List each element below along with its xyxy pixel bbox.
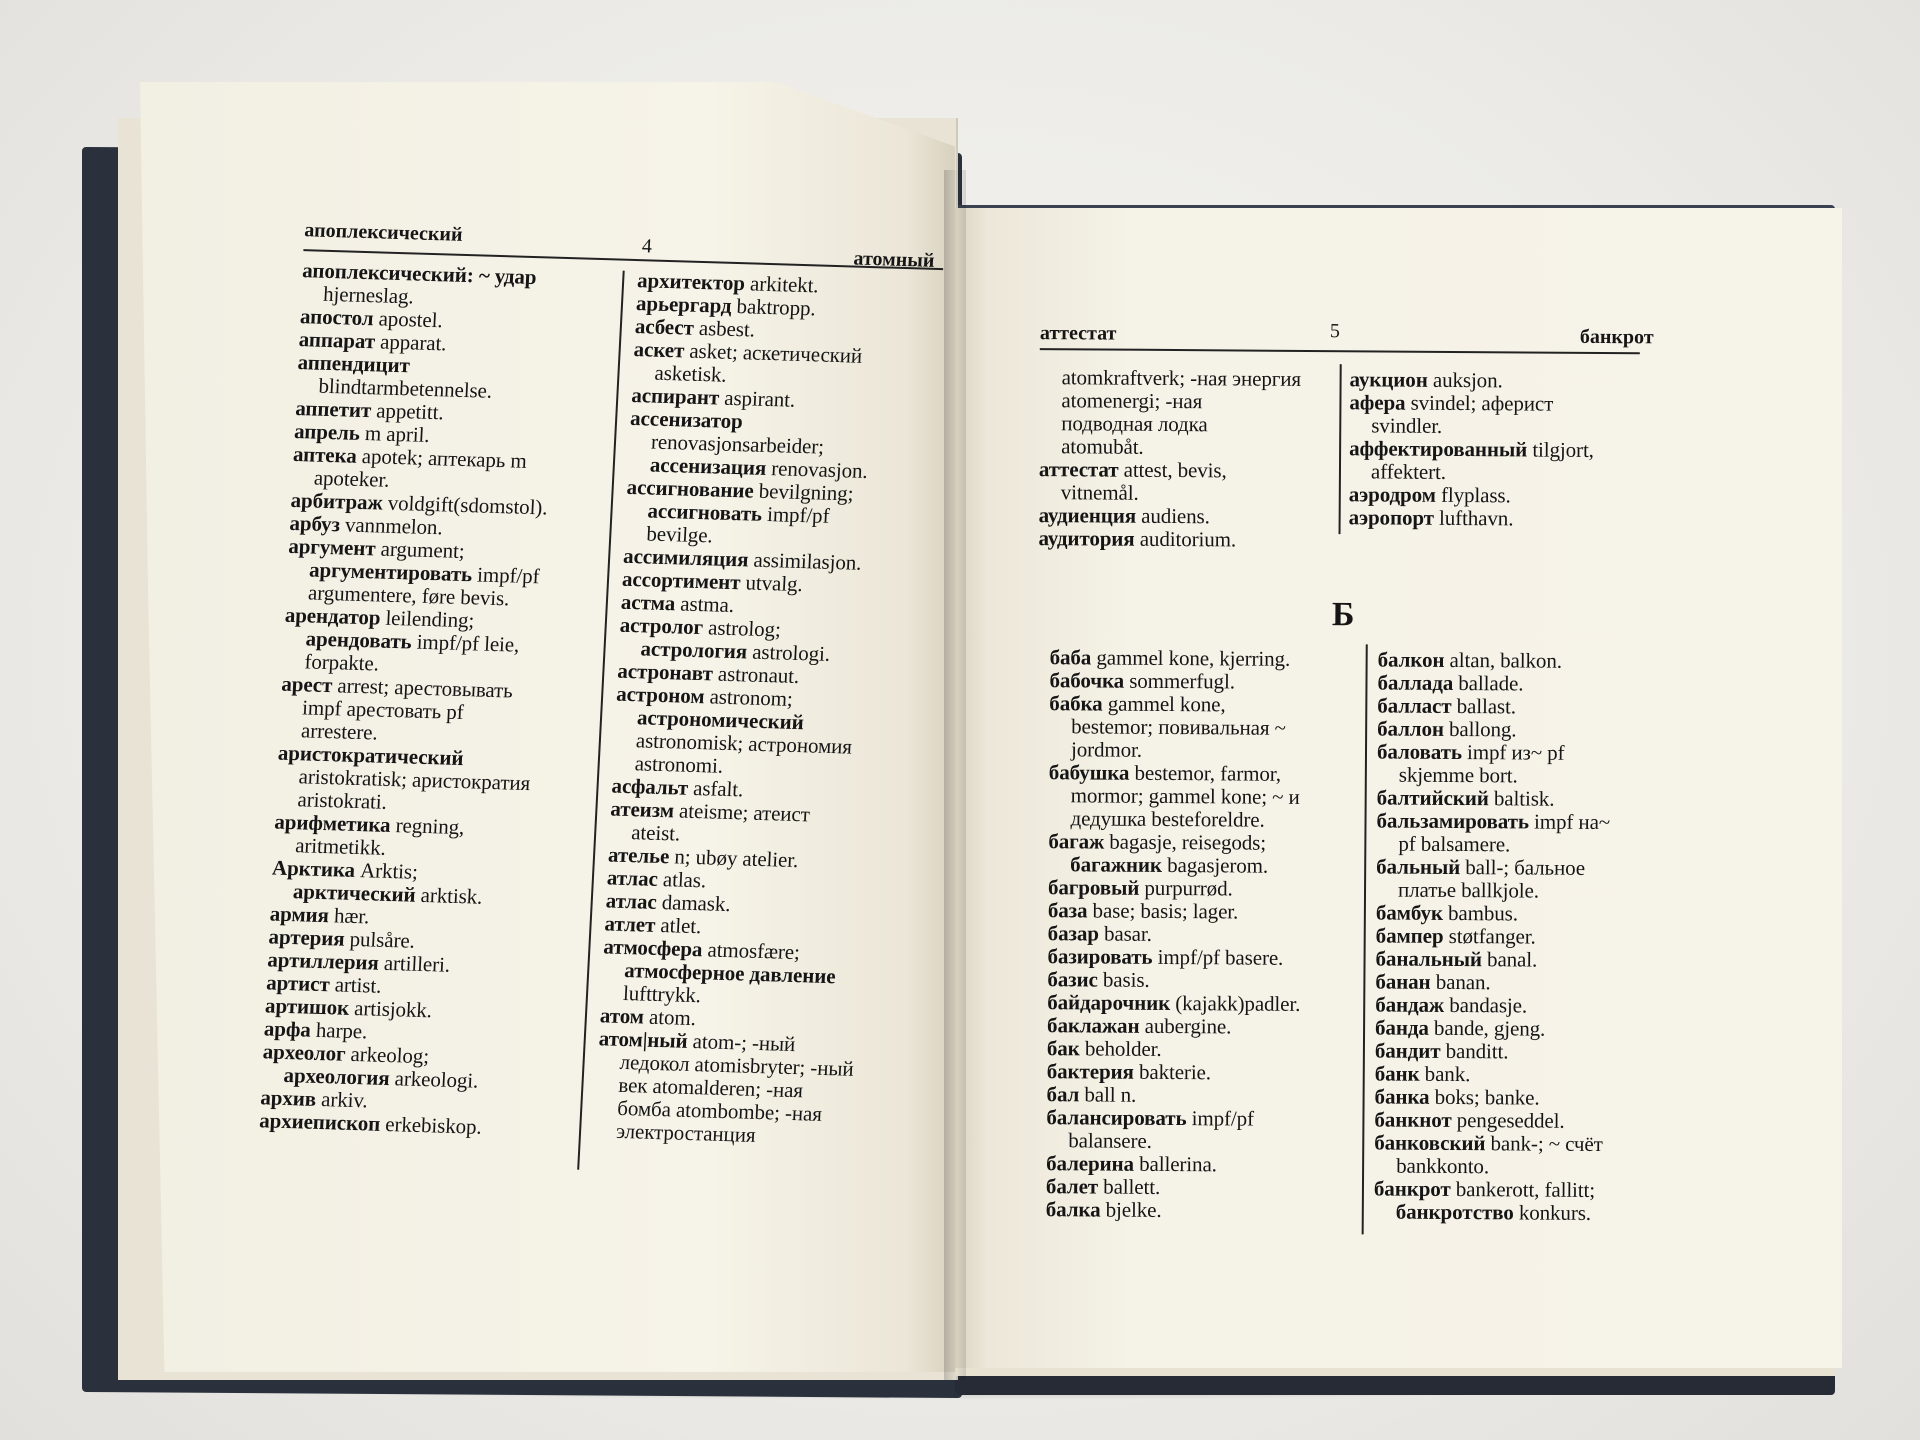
definition: bandasje. (1444, 992, 1528, 1018)
headword: бактерия (1046, 1059, 1134, 1084)
dictionary-line (1039, 458, 1329, 483)
definition: aritmetikk. (294, 833, 387, 860)
definition: impf из~ pf (1461, 740, 1565, 765)
definition: astronom; (703, 684, 794, 711)
definition: apparat. (374, 329, 448, 356)
headword: апостол (299, 304, 375, 331)
definition: arkitekt. (744, 271, 820, 298)
definition: svindel; аферист (1405, 390, 1554, 416)
definition: base; basis; lager. (1087, 898, 1239, 924)
definition: электростанция (615, 1118, 757, 1147)
definition: Arktis; (354, 857, 419, 884)
right-bottom-column-2 (1374, 648, 1678, 1225)
definition: astronaut. (712, 661, 800, 689)
headword: афера (1349, 390, 1406, 415)
definition: bevilgning; (753, 478, 855, 506)
headword: армия (269, 901, 330, 928)
headword: атмосфера (602, 934, 704, 962)
headword: ателье (607, 842, 670, 869)
headword: астронавт (616, 658, 714, 686)
definition: impf/pf (471, 562, 541, 589)
left-column-1 (259, 259, 613, 1141)
headword: артерия (268, 924, 346, 951)
definition: artist. (329, 972, 382, 998)
definition: apoteker. (313, 465, 390, 492)
definition: atlet. (654, 912, 702, 939)
definition: apostel. (372, 306, 444, 333)
headword: атмосферное давление (623, 958, 837, 989)
definition: atmosfære; (701, 937, 801, 965)
definition: banal. (1481, 947, 1538, 972)
headword: астрология (640, 636, 748, 664)
definition: altan, balkon. (1444, 647, 1562, 673)
definition: impf на~ (1528, 809, 1611, 835)
definition: renovasjon. (765, 455, 869, 483)
definition: sommerfugl. (1124, 668, 1235, 694)
definition: pulsåre. (343, 926, 416, 953)
definition: blindtarmbetennelse. (317, 373, 493, 403)
headword: ассенизатор (629, 405, 744, 434)
headword: аттестат (1038, 457, 1119, 482)
headword: бак (1046, 1036, 1080, 1061)
definition: damask. (656, 889, 732, 917)
definition: svindler. (1371, 413, 1443, 438)
definition: leilending; (379, 605, 475, 633)
definition: auditorium. (1134, 526, 1237, 552)
definition: artisjokk. (348, 995, 433, 1023)
definition: atlas. (657, 866, 707, 893)
definition: arrest; арестовывать (331, 673, 514, 703)
definition: konkurs. (1513, 1200, 1592, 1225)
headword: байдарочник (1047, 990, 1171, 1016)
headword: астма (620, 589, 676, 616)
headword: аукцион (1349, 367, 1428, 392)
definition: ballerina. (1133, 1151, 1217, 1177)
headword: арифметика (273, 809, 392, 837)
dictionary-line (1046, 1198, 1356, 1223)
headword: ассортимент (621, 566, 742, 595)
headword: базар (1047, 921, 1099, 946)
right-running-head-right: банкрот (1579, 325, 1654, 349)
definition: banditt. (1440, 1038, 1509, 1064)
definition: forpakte. (303, 649, 380, 676)
definition: век atomalderen; -ная (617, 1072, 804, 1103)
definition: argumentere, føre bevis. (307, 580, 510, 611)
definition: aubergine. (1139, 1013, 1232, 1039)
definition: n; ubøy atelier. (668, 844, 799, 873)
definition: gammel kone, kjerring. (1091, 645, 1291, 671)
definition: assimilasjon. (747, 547, 862, 575)
definition: arrestere. (300, 718, 379, 745)
definition: hjerneslag. (322, 281, 415, 309)
headword: артишок (264, 993, 350, 1020)
headword: аргументировать (308, 557, 473, 587)
dictionary-line (1349, 506, 1649, 531)
headword: банка (1374, 1084, 1430, 1109)
dictionary-line (1039, 389, 1329, 414)
headword: бампер (1375, 923, 1444, 948)
headword: ассигновать (646, 498, 763, 526)
definition: bakterie. (1133, 1059, 1212, 1085)
dictionary-line (1038, 527, 1328, 552)
left-page-number: 4 (641, 235, 653, 258)
headword: аффектированный (1349, 436, 1528, 462)
definition: bankkonto. (1396, 1153, 1490, 1179)
headword: астрономический (636, 705, 805, 735)
definition: atom. (643, 1004, 697, 1031)
headword: банкротство (1395, 1199, 1514, 1225)
headword: базировать (1047, 944, 1153, 969)
definition: ballade. (1453, 670, 1524, 696)
definition: ateisme; атеист (673, 798, 811, 827)
definition: audiens. (1135, 503, 1210, 529)
right-running-head-left: аттестат (1039, 322, 1117, 345)
definition: arkiv. (315, 1086, 369, 1113)
definition: arktisk. (414, 882, 483, 909)
headword: атеизм (609, 796, 675, 823)
definition: платье ballkjole. (1397, 877, 1539, 903)
definition: astrologi. (746, 639, 831, 666)
definition: basar. (1098, 921, 1152, 946)
headword: атлас (606, 865, 659, 891)
definition: ball n. (1079, 1082, 1137, 1107)
headword: аскет (633, 337, 685, 363)
definition: renovasjonsarbeider; (650, 429, 825, 459)
headword: Арктика (271, 855, 356, 882)
headword: астроном (615, 681, 706, 709)
right-top-column-1 (1038, 366, 1329, 552)
headword: аристократический (277, 740, 465, 771)
headword: балансировать (1046, 1105, 1187, 1131)
definition: skjemme bort. (1398, 762, 1518, 788)
definition: utvalg. (739, 570, 804, 597)
definition: ballong. (1443, 716, 1517, 742)
definition: arkeologi. (388, 1066, 479, 1093)
headword: аспирант (630, 382, 720, 410)
headword: арбитраж (290, 487, 384, 515)
definition: aristokratisk; аристократия (298, 764, 531, 796)
headword: атлас (605, 888, 658, 914)
dictionary-line (1374, 1200, 1674, 1225)
headword: баловать (1376, 739, 1462, 765)
headword: апрель (293, 418, 361, 445)
headword: архиепископ (258, 1108, 381, 1136)
definition: ball-; бальное (1460, 855, 1586, 880)
definition: balansere. (1068, 1128, 1152, 1153)
left-running-head-right: атомный (853, 247, 936, 272)
headword: аудитория (1038, 526, 1135, 551)
headword: атом (599, 1003, 645, 1029)
definition: astrolog; (702, 615, 782, 642)
headword: банкрот (1373, 1176, 1451, 1201)
definition: attest, bevis, (1118, 457, 1227, 483)
headword: арьергард (635, 291, 733, 318)
definition: apotek; аптекарь m (356, 443, 528, 473)
headword: бамбук (1375, 900, 1443, 925)
definition: bevilge. (645, 521, 714, 548)
definition: vannmelon. (339, 512, 444, 540)
headword: археология (283, 1062, 391, 1091)
definition: bagasjerom. (1161, 852, 1269, 878)
definition: erkebiskop. (379, 1111, 483, 1139)
headword: ассигнование (626, 474, 755, 503)
definition: asbest. (693, 315, 756, 342)
definition: astronomi. (634, 751, 724, 778)
definition: impf/pf leie, (411, 629, 520, 657)
headword: бальный (1376, 854, 1461, 880)
headword: аппарат (298, 327, 376, 354)
headword: бандит (1374, 1038, 1441, 1063)
right-page-number: 5 (1329, 320, 1341, 343)
definition: m april. (359, 420, 431, 447)
dictionary-line (1039, 435, 1329, 460)
left-column-2 (594, 269, 948, 1151)
definition: bank-; ~ счёт (1485, 1131, 1603, 1157)
headword: багаж (1048, 829, 1105, 854)
definition: pengeseddel. (1451, 1107, 1565, 1133)
headword: аппетит (294, 395, 372, 423)
headword: атлет (604, 911, 656, 937)
definition: gammel kone, (1102, 691, 1226, 717)
definition: lufttrykk. (622, 980, 702, 1008)
headword: банальный (1375, 946, 1483, 972)
headword: багровый (1047, 875, 1140, 900)
definition: artilleri. (378, 950, 451, 977)
section-letter-b: Б (1331, 596, 1355, 634)
definition: regning, (389, 813, 465, 840)
headword: арендовать (305, 626, 413, 654)
definition: støtfanger. (1443, 923, 1536, 949)
headword: бальзамировать (1376, 808, 1529, 834)
headword: балкон (1377, 647, 1445, 672)
headword: балтийский (1376, 785, 1489, 811)
headword: ассимиляция (622, 543, 750, 572)
dictionary-line (1039, 504, 1329, 529)
headword: аппендицит (297, 350, 411, 378)
headword: банан (1375, 969, 1431, 994)
headword: аудиенция (1038, 503, 1137, 528)
definition: ballett. (1097, 1174, 1161, 1199)
dictionary-line (1039, 481, 1329, 506)
definition: aristokrati. (297, 787, 388, 814)
definition: argument; (374, 536, 466, 564)
headword: базис (1047, 967, 1098, 992)
definition: bambus. (1442, 900, 1519, 926)
definition: asketisk. (653, 360, 728, 387)
definition: ледокол atomisbryter; -ный (619, 1049, 855, 1081)
headword: асбест (634, 314, 695, 340)
definition: harpe. (310, 1017, 368, 1044)
dictionary-line (1040, 366, 1330, 391)
definition: atomubåt. (1061, 434, 1144, 459)
definition: бомба atombombe; -ная (616, 1095, 823, 1126)
headword: архив (259, 1085, 317, 1111)
headword: бабушка (1048, 760, 1130, 785)
headword: багажник (1070, 852, 1163, 877)
headword: бабочка (1049, 668, 1125, 693)
definition: bank. (1419, 1061, 1471, 1087)
definition: arkeolog; (344, 1041, 430, 1069)
headword: аргумент (287, 533, 377, 561)
definition: asfalt. (687, 775, 744, 802)
headword: астролог (619, 612, 704, 640)
definition: astma. (674, 591, 735, 618)
definition: tilgjort, (1527, 437, 1594, 462)
headword: арктический (292, 879, 417, 907)
headword: бал (1046, 1082, 1080, 1107)
headword: архитектор (636, 268, 746, 296)
left-running-head: апоплексический (303, 219, 464, 246)
definition: vitnemål. (1060, 480, 1139, 505)
definition: bestemor; повивальная ~ (1071, 714, 1286, 740)
definition: impf/pf (1186, 1106, 1255, 1131)
headword: банк (1374, 1061, 1420, 1086)
headword: арест (280, 671, 333, 698)
definition: atomenergi; -ная (1061, 388, 1203, 414)
headword: балка (1045, 1197, 1101, 1222)
definition: bagasje, reisegods; (1104, 829, 1267, 855)
headword: ассенизация (649, 452, 767, 480)
definition: impf арестовать pf (301, 695, 465, 725)
headword: археолог (262, 1039, 347, 1066)
headword: баллон (1377, 716, 1445, 741)
definition: mormor; gammel kone; ~ и (1070, 783, 1300, 809)
definition: astronomisk; астрономия (635, 728, 853, 759)
headword: баллада (1377, 670, 1454, 695)
headword: банковский (1374, 1130, 1486, 1156)
definition: ateist. (630, 820, 681, 846)
headword: аптека (292, 441, 358, 468)
headword: арендатор (284, 602, 382, 630)
dictionary-line (1039, 412, 1329, 437)
definition: appetitt. (370, 398, 445, 425)
definition: bjelke. (1100, 1197, 1162, 1222)
headword: бандаж (1375, 992, 1445, 1017)
headword: банкнот (1374, 1107, 1452, 1132)
definition: banan. (1430, 969, 1491, 995)
definition: bestemor, farmor, (1129, 760, 1282, 786)
headword: банда (1374, 1015, 1429, 1040)
definition: impf/pf basere. (1152, 944, 1284, 970)
definition: atom-; -ный (687, 1028, 796, 1057)
definition: purpurrød. (1139, 875, 1233, 901)
definition: affektert. (1370, 459, 1447, 484)
definition: baltisk. (1488, 786, 1555, 811)
definition: aspirant. (718, 385, 796, 412)
headword: база (1047, 898, 1088, 923)
headword: баба (1049, 645, 1092, 670)
definition: atomkraftverk; -ная энергия (1061, 365, 1302, 391)
headword: аэродром (1348, 482, 1436, 507)
definition: flyplass. (1435, 482, 1511, 508)
headword: апоплексический: ~ удар (301, 258, 538, 290)
definition: auksjon. (1427, 367, 1503, 393)
definition: hær. (328, 903, 370, 929)
definition: jordmor. (1070, 737, 1143, 762)
definition: beholder. (1079, 1036, 1162, 1061)
definition: impf/pf (761, 501, 831, 528)
definition: asket; аскетический (683, 338, 863, 368)
definition: подводная лодка (1061, 411, 1208, 437)
definition: pf balsamere. (1398, 831, 1511, 857)
right-top-column-2 (1349, 368, 1650, 531)
definition: boks; banke. (1429, 1084, 1540, 1110)
headword: бабка (1049, 691, 1103, 716)
definition: (kajakk)padler. (1170, 991, 1301, 1016)
definition: baktropp. (730, 293, 817, 321)
headword: атом|ный (598, 1026, 689, 1053)
definition: bande, gjeng. (1428, 1015, 1546, 1041)
definition: voldgift(sdomstol). (382, 490, 549, 520)
headword: аэропорт (1348, 505, 1435, 530)
definition: bankerott, fallitt; (1450, 1176, 1596, 1202)
headword: асфальт (611, 773, 689, 800)
headword: арбуз (288, 510, 341, 537)
headword: балласт (1377, 693, 1452, 718)
definition: ballast. (1451, 693, 1517, 719)
headword: артист (265, 970, 331, 997)
headword: артиллерия (266, 947, 380, 975)
headword: баклажан (1047, 1013, 1140, 1038)
book-gutter (944, 170, 966, 1380)
headword: арфа (263, 1016, 312, 1042)
headword: балерина (1046, 1151, 1135, 1176)
definition: lufthavn. (1433, 505, 1514, 531)
definition: basis. (1097, 967, 1150, 992)
right-bottom-column-1 (1046, 646, 1360, 1223)
definition: дедушка besteforeldre. (1070, 806, 1265, 832)
headword: балет (1045, 1174, 1099, 1199)
